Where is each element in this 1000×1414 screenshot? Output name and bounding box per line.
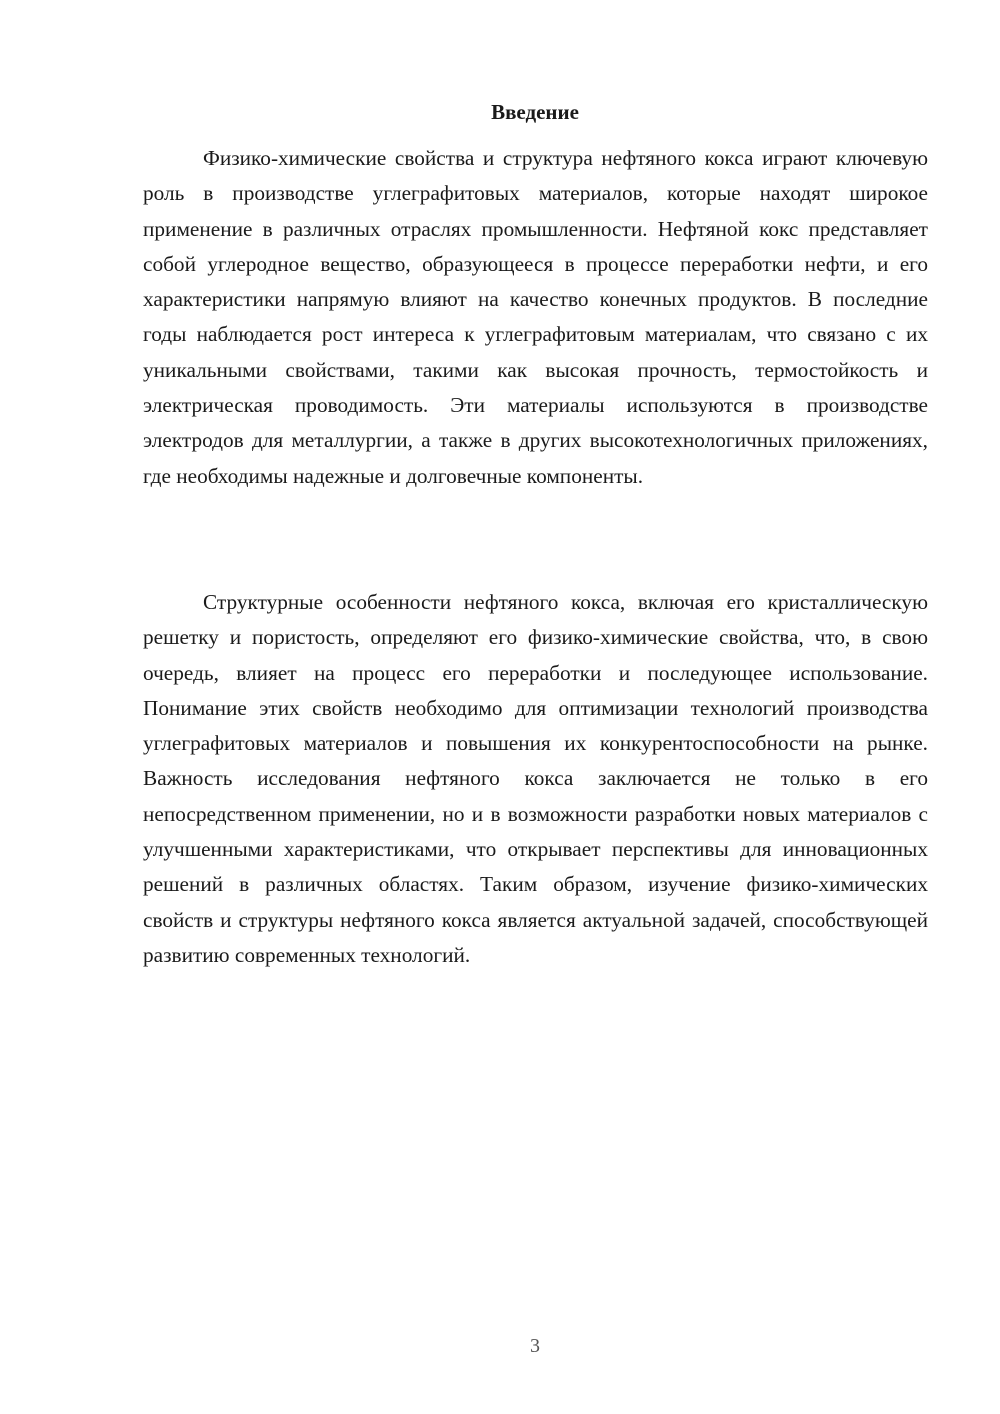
paragraph-1: Физико-химические свойства и структура нефтяного кокса играют ключевую роль в производстве углеграфитовых материалов, которые находят широкое применение в различных отраслях промышленности. Нефтяной кокс представляет собой углеродное вещество, образующееся в процессе переработки нефти, и его характеристики напрямую влияют на качество конечных продуктов. В последние годы наблюдается рост интереса к углеграфитовым материалам, что связано с их уникальными свойствами, такими как высокая прочность, термостойкость и электрическая проводимость. Эти материалы используются в производстве электродов для металлургии, а также в других высокотехнологичных приложениях, где необходимы надежные и долговечные компоненты. (143, 146, 928, 488)
page-number: 3 (530, 1335, 540, 1357)
paragraph-2: Структурные особенности нефтяного кокса, включая его кристаллическую решетку и пористость, определяют его физико-химические свойства, что, в свою очередь, влияет на процесс его переработки и последующее использование. Понимание этих свойств необходимо для оптимизации технологий производства углеграфитовых материалов и повышения их конкурентоспособности на рынке. Важность исследования нефтяного кокса заключается не только в его непосредственном применении, но и в возможности разработки новых материалов с улучшенными характеристиками, что открывает перспективы для инновационных решений в различных областях. Таким образом, изучение физико-химических свойств и структуры нефтяного кокса является актуальной задачей, способствующей развитию современных технологий. (143, 590, 928, 967)
section-heading: Введение (491, 100, 579, 124)
